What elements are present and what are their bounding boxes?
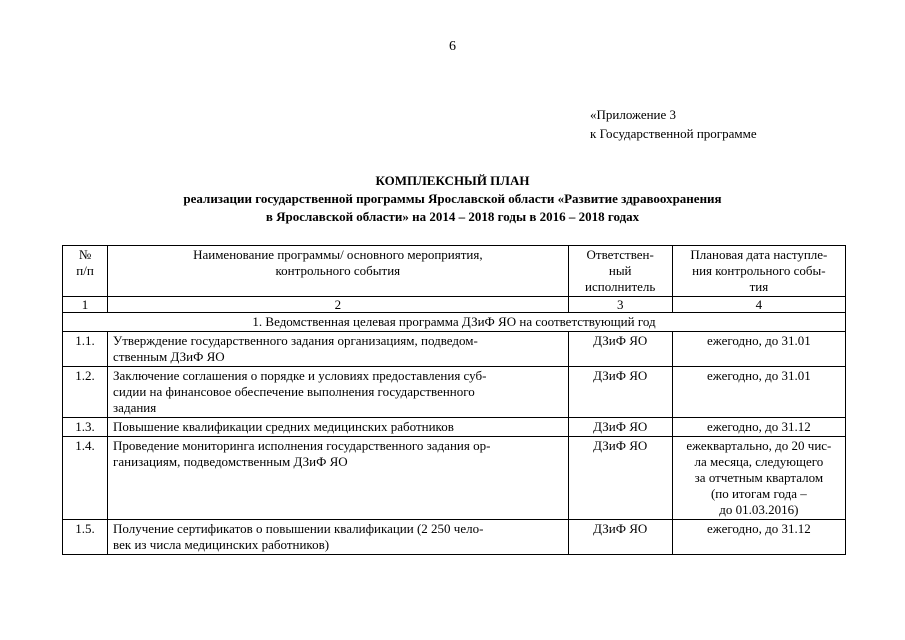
section-row [63, 313, 846, 332]
header-date [672, 246, 845, 297]
row-name-line: Проведение мониторинга исполнения государственного задания ор- [113, 438, 491, 453]
document-title [0, 172, 905, 226]
row-name [108, 367, 569, 418]
title-line-3: в Ярославской области» на 2014 – 2018 годы в 2016 – 2018 годах [265, 209, 640, 224]
row-date [672, 367, 845, 418]
header-exec-line: Ответствен- [586, 247, 654, 262]
table-row [63, 332, 846, 367]
title-line-1: КОМПЛЕКСНЫЙ ПЛАН [375, 173, 530, 188]
row-name-line: Повышение квалификации средних медицинских работников [113, 419, 454, 434]
row-date [672, 437, 845, 520]
row-name [108, 332, 569, 367]
row-name-line: век из числа медицинских работников) [113, 537, 330, 552]
header-num-line: п/п [76, 263, 94, 278]
plan-table [62, 245, 846, 555]
table-row [63, 367, 846, 418]
row-date-line: ежегодно, до 31.12 [707, 419, 811, 434]
row-name-line: сидии на финансовое обеспечение выполнения государственного [113, 384, 475, 399]
table-row [63, 520, 846, 555]
row-date-line: ежегодно, до 31.12 [707, 521, 811, 536]
row-exec: ДЗиФ ЯО [568, 367, 672, 418]
row-num: 1.1. [63, 332, 108, 367]
row-num: 1.3. [63, 418, 108, 437]
header-exec-line: исполнитель [585, 279, 656, 294]
row-exec: ДЗиФ ЯО [568, 418, 672, 437]
row-date [672, 418, 845, 437]
row-date [672, 520, 845, 555]
appendix-line-2: к Государственной программе [590, 126, 757, 141]
row-exec: ДЗиФ ЯО [568, 332, 672, 367]
column-index: 3 [568, 297, 672, 313]
header-exec-line: ный [608, 263, 632, 278]
column-index: 1 [63, 297, 108, 313]
section-title: 1. Ведомственная целевая программа ДЗиФ ЯО на соответствующий год [63, 313, 846, 332]
row-date-line: ежеквартально, до 20 чис- [686, 438, 832, 453]
header-date-line: тия [749, 279, 769, 294]
header-date-line: ния контрольного собы- [692, 263, 826, 278]
column-index: 2 [108, 297, 569, 313]
row-date-line: ла месяца, следующего [694, 454, 824, 469]
column-index: 4 [672, 297, 845, 313]
row-name [108, 418, 569, 437]
row-date-line: (по итогам года – [710, 486, 807, 501]
header-name [108, 246, 569, 297]
row-name-line: Получение сертификатов о повышении квалификации (2 250 чело- [113, 521, 484, 536]
row-name-line: ганизациям, подведомственным ДЗиФ ЯО [113, 454, 348, 469]
table-row [63, 418, 846, 437]
header-row [63, 246, 846, 297]
header-name-line: Наименование программы/ основного мероприятия, [193, 247, 483, 262]
row-name [108, 520, 569, 555]
row-name-line: Заключение соглашения о порядке и условиях предоставления суб- [113, 368, 487, 383]
header-name-line: контрольного события [275, 263, 401, 278]
header-num-line: № [78, 247, 92, 262]
row-date [672, 332, 845, 367]
row-exec: ДЗиФ ЯО [568, 520, 672, 555]
row-name-line: Утверждение государственного задания организациям, подведом- [113, 333, 478, 348]
row-date-line: ежегодно, до 31.01 [707, 368, 811, 383]
row-date-line: ежегодно, до 31.01 [707, 333, 811, 348]
row-num: 1.2. [63, 367, 108, 418]
row-name-line: ственным ДЗиФ ЯО [113, 349, 225, 364]
row-date-line: до 01.03.2016) [719, 502, 799, 517]
appendix-note [590, 105, 757, 143]
row-name [108, 437, 569, 520]
header-num [63, 246, 108, 297]
page-number: 6 [449, 39, 456, 54]
title-line-2: реализации государственной программы Ярославской области «Развитие здравоохранения [183, 191, 722, 206]
row-date-line: за отчетным кварталом [694, 470, 824, 485]
header-exec [568, 246, 672, 297]
table-row [63, 437, 846, 520]
row-num: 1.4. [63, 437, 108, 520]
column-index-row [63, 297, 846, 313]
row-name-line: задания [113, 400, 157, 415]
row-num: 1.5. [63, 520, 108, 555]
appendix-line-1: «Приложение 3 [590, 107, 677, 122]
header-date-line: Плановая дата наступле- [690, 247, 828, 262]
row-exec: ДЗиФ ЯО [568, 437, 672, 520]
